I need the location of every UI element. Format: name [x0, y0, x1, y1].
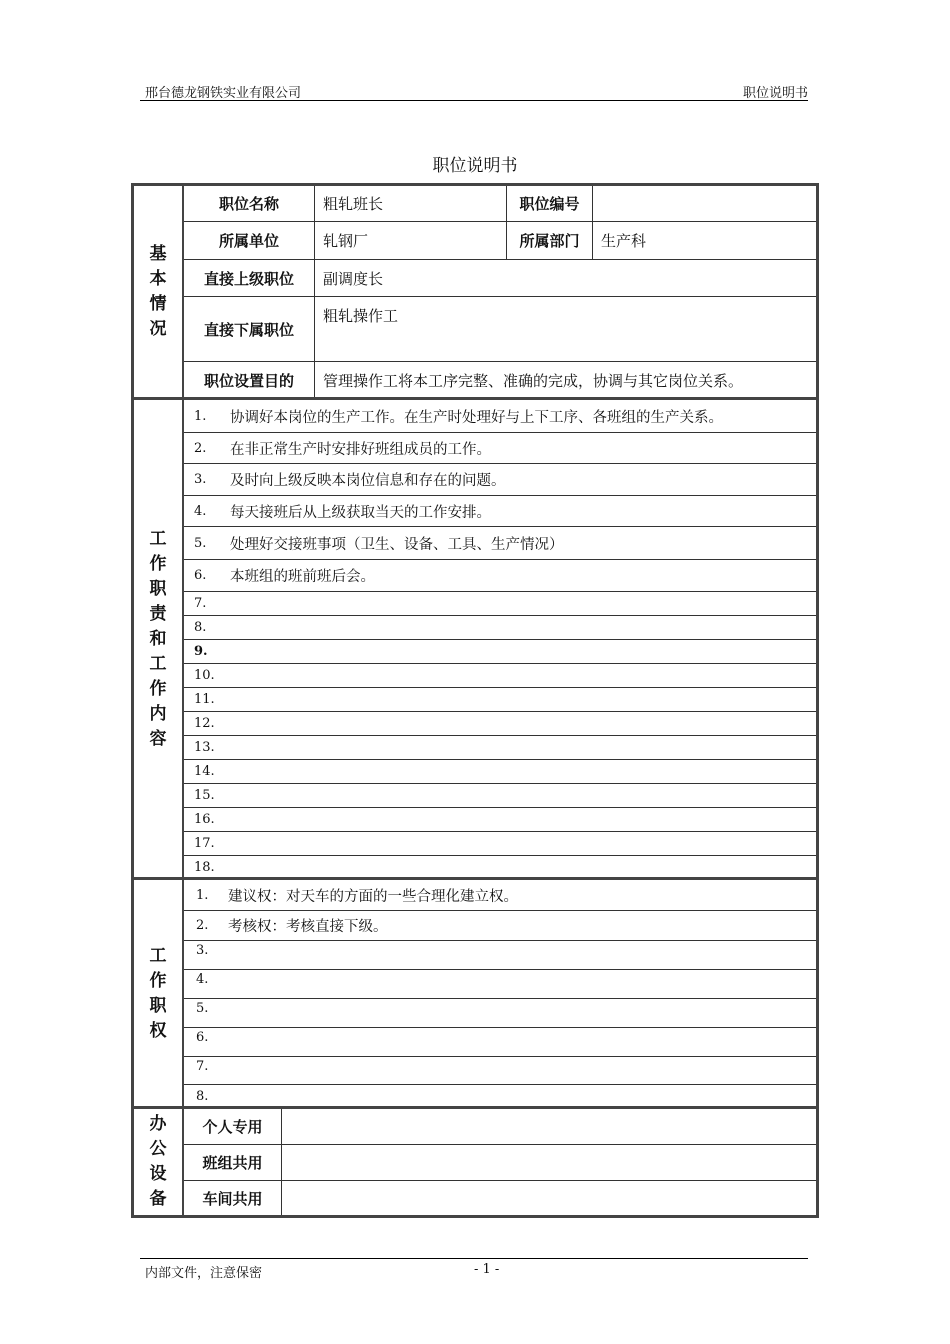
- right-row: [184, 999, 816, 1028]
- label-char: 容: [149, 728, 167, 749]
- duty-number: 15.: [194, 788, 215, 803]
- label-char: 职: [149, 578, 167, 599]
- label-char: 情: [149, 294, 167, 314]
- header-divider: [140, 100, 808, 101]
- right-text: 考核权：考核直接下级。: [228, 919, 388, 935]
- duty-number: 7.: [194, 596, 207, 611]
- section-label-rights: [134, 880, 184, 1107]
- section-duties: [134, 400, 816, 878]
- equipment-value: [281, 1145, 816, 1180]
- position-name-label: 职位名称: [218, 195, 279, 213]
- duty-text: 每天接班后从上级获取当天的工作安排。: [230, 504, 491, 521]
- right-number: 2.: [196, 918, 209, 933]
- page-title: 职位说明书: [432, 156, 518, 176]
- header-doc-type: 职位说明书: [742, 86, 808, 101]
- duty-row: [184, 433, 816, 464]
- row-unit: [184, 222, 816, 260]
- label-char: 责: [149, 603, 167, 624]
- label-char: 工: [149, 528, 167, 549]
- equipment-row: [184, 1181, 816, 1215]
- label-char: 本: [149, 269, 167, 289]
- section-label-equipment: [134, 1109, 184, 1215]
- right-text: 建议权：对天车的方面的一些合理化建立权。: [228, 888, 518, 905]
- duty-number: 11.: [194, 692, 215, 707]
- equipment-value: [281, 1181, 816, 1215]
- duty-number: 14.: [194, 764, 215, 779]
- position-name-value: 粗轧班长: [314, 186, 506, 221]
- footer-divider: [140, 1258, 808, 1259]
- equipment-row: [184, 1109, 816, 1145]
- right-number: 3.: [196, 943, 209, 958]
- footer-note: 内部文件，注意保密: [145, 1266, 263, 1281]
- dept-label: 所属部门: [506, 222, 592, 259]
- subordinate-label: 直接下属职位: [203, 320, 294, 339]
- right-row: [184, 880, 816, 911]
- duty-row: [184, 760, 816, 784]
- position-code-value: [592, 186, 816, 221]
- duty-text: 处理好交接班事项（卫生、设备、工具、生产情况）: [230, 536, 564, 553]
- right-number: 5.: [196, 1001, 209, 1016]
- duty-number: 8.: [194, 620, 207, 635]
- equipment-label: 车间共用: [202, 1189, 263, 1208]
- section-label-duties: [134, 400, 184, 878]
- right-row: [184, 1028, 816, 1057]
- duty-number: 10.: [194, 668, 215, 683]
- duty-row: [184, 464, 816, 496]
- right-row: [184, 1057, 816, 1085]
- right-row: [184, 970, 816, 999]
- duty-number: 18.: [194, 859, 215, 875]
- duty-text: 协调好本岗位的生产工作。在生产时处理好与上下工序、各班组的生产关系。: [230, 409, 723, 426]
- right-row: [184, 911, 816, 941]
- equipment-label: 个人专用: [202, 1118, 263, 1136]
- label-char: 内: [149, 703, 167, 724]
- right-number: 8.: [196, 1088, 209, 1104]
- right-number: 4.: [196, 972, 209, 987]
- duty-row: [184, 856, 816, 878]
- unit-label: 所属单位: [218, 232, 279, 250]
- duty-number: 17.: [194, 836, 215, 851]
- duty-number: 4.: [194, 503, 207, 519]
- section-rights: [134, 880, 816, 1107]
- equipment-label: 班组共用: [202, 1154, 263, 1172]
- row-position-name: [184, 186, 816, 222]
- row-superior: [184, 260, 816, 297]
- duty-number: 6.: [194, 568, 207, 583]
- duty-number: 9.: [194, 644, 208, 659]
- job-description-table: [131, 183, 819, 1218]
- duty-number: 5.: [194, 535, 207, 551]
- label-char: 备: [149, 1189, 167, 1209]
- duty-row: [184, 784, 816, 808]
- section-equipment: [134, 1109, 816, 1215]
- duty-number: 13.: [194, 740, 215, 755]
- label-char: 工: [149, 945, 167, 966]
- row-subordinate: [184, 297, 816, 362]
- equipment-row: [184, 1145, 816, 1181]
- duty-row: [184, 712, 816, 736]
- label-char: 职: [149, 995, 167, 1016]
- duty-row: [184, 496, 816, 527]
- right-row: [184, 941, 816, 970]
- duty-row: [184, 832, 816, 856]
- duty-row: [184, 592, 816, 616]
- duty-text: 本班组的班前班后会。: [230, 569, 375, 585]
- label-char: 作: [149, 678, 167, 699]
- duty-row: [184, 736, 816, 760]
- page-number: - 1 -: [474, 1262, 500, 1277]
- duty-row: [184, 664, 816, 688]
- label-char: 工: [149, 653, 167, 674]
- right-number: 6.: [196, 1030, 209, 1045]
- superior-value: 副调度长: [314, 260, 816, 296]
- section-basic: [134, 186, 816, 398]
- label-char: 况: [149, 319, 167, 339]
- duty-row: [184, 688, 816, 712]
- label-char: 权: [149, 1020, 167, 1041]
- duty-text: 及时向上级反映本岗位信息和存在的问题。: [230, 473, 506, 489]
- label-char: 作: [149, 970, 167, 991]
- duty-text: 在非正常生产时安排好班组成员的工作。: [230, 441, 491, 458]
- equipment-value: [281, 1109, 816, 1144]
- label-char: 和: [149, 628, 167, 649]
- label-char: 办: [149, 1114, 167, 1134]
- duty-number: 3.: [194, 472, 207, 487]
- purpose-label: 职位设置目的: [203, 371, 294, 390]
- label-char: 作: [149, 553, 167, 574]
- duty-row: [184, 808, 816, 832]
- right-number: 1.: [196, 887, 209, 903]
- label-char: 设: [149, 1164, 167, 1184]
- duty-number: 1.: [194, 408, 207, 424]
- duty-row: [184, 616, 816, 640]
- unit-value: 轧钢厂: [314, 222, 506, 259]
- duty-row: [184, 560, 816, 592]
- duty-number: 16.: [194, 812, 215, 827]
- duty-number: 2.: [194, 440, 207, 456]
- right-number: 7.: [196, 1059, 209, 1074]
- duty-row: [184, 400, 816, 433]
- duty-row: [184, 640, 816, 664]
- purpose-value: 管理操作工将本工序完整、准确的完成，协调与其它岗位关系。: [314, 362, 816, 398]
- row-purpose: [184, 362, 816, 398]
- label-char: 公: [149, 1139, 167, 1159]
- duty-number: 12.: [194, 716, 215, 731]
- duty-row: [184, 527, 816, 560]
- right-row: [184, 1085, 816, 1107]
- position-code-label: 职位编号: [506, 186, 592, 221]
- dept-value: 生产科: [592, 222, 816, 259]
- section-label-basic: [134, 186, 184, 398]
- superior-label: 直接上级职位: [203, 269, 294, 288]
- header-company: 邢台德龙钢铁实业有限公司: [145, 86, 302, 101]
- subordinate-value: 粗轧操作工: [314, 297, 816, 361]
- label-char: 基: [149, 244, 167, 264]
